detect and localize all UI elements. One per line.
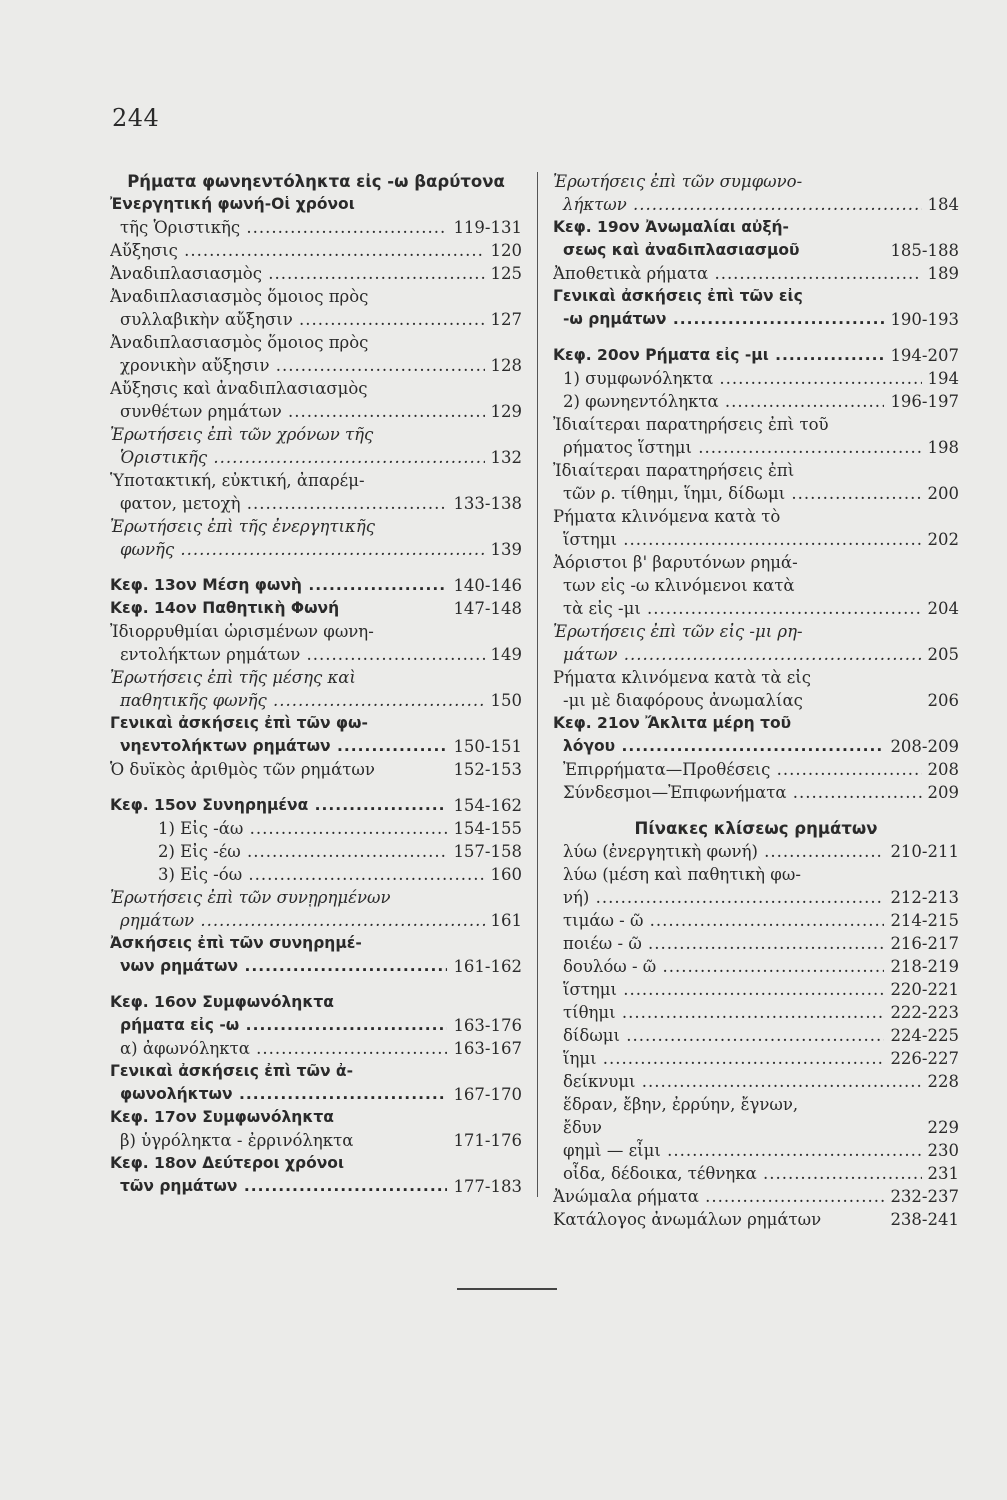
toc-entry — [553, 574, 959, 597]
toc-entry-title: Ἀναδιπλασιασμὸς ὅμοιος πρὸς — [110, 287, 369, 306]
toc-entry — [110, 643, 522, 666]
toc-entry — [110, 423, 522, 446]
toc-heading: Ρήματα φωνηεντόληκτα εἰς -ω βαρύτονα — [127, 172, 505, 191]
toc-entry-title: Ὁριστικῆς ..... — [120, 448, 485, 467]
toc-entry-title: Κεφ. 13ον Μέση φωνὴ ..... — [110, 576, 447, 594]
toc-entry-page: 194 — [927, 369, 959, 388]
spacer — [110, 781, 522, 794]
toc-entry-title: φωνολήκτων ..... — [120, 1085, 447, 1103]
toc-entry-title: Ὁ δυϊκὸς ἀριθμὸς τῶν ρημάτων — [110, 760, 375, 779]
toc-entry-page: 163-176 — [453, 1016, 522, 1035]
toc-left-column — [110, 170, 522, 1198]
toc-entry-title: 2) Εἰς -έω ..... — [158, 842, 447, 861]
toc-entry — [553, 597, 959, 620]
toc-entry-title: τίθημι ..... — [563, 1003, 884, 1022]
toc-entry — [553, 390, 959, 413]
toc-entry — [110, 1037, 522, 1060]
toc-entry-title: Ἀναδιπλασιασμὸς ὅμοιος πρὸς — [110, 333, 369, 352]
toc-entry-page: 214-215 — [890, 911, 959, 930]
toc-entry-page: 238-241 — [890, 1210, 959, 1229]
toc-entry-title: ρημάτων ..... — [120, 911, 485, 930]
toc-entry-title: Ὑποτακτική, εὐκτική, ἀπαρέμ- — [110, 471, 365, 490]
toc-entry — [553, 285, 959, 308]
toc-entry-title: 1) συμφωνόληκτα ..... — [563, 369, 922, 388]
toc-entry — [553, 308, 959, 331]
toc-entry — [553, 886, 959, 909]
toc-entry — [110, 193, 522, 216]
toc-entry-title: Ἐρωτήσεις ἐπὶ τῆς μέσης καὶ — [110, 668, 356, 687]
toc-entry-title: σεως καὶ ἀναδιπλασιασμοῦ — [563, 241, 800, 259]
toc-entry — [110, 840, 522, 863]
toc-entry — [110, 377, 522, 400]
toc-entry — [553, 712, 959, 735]
toc-entry — [553, 459, 959, 482]
toc-entry-title: Κεφ. 18ον Δεύτεροι χρόνοι — [110, 1154, 344, 1172]
toc-entry-page: 224-225 — [890, 1026, 959, 1045]
toc-entry-page: 205 — [927, 645, 959, 664]
toc-entry-title: Ρήματα κλινόμενα κατὰ τὰ εἰς — [553, 668, 812, 687]
toc-entry-title: ἵστημι ..... — [563, 530, 922, 549]
toc-entry-title: Κεφ. 21ον Ἄκλιτα μέρη τοῦ — [553, 714, 792, 732]
toc-entry-title: Ἰδιορρυθμίαι ὡρισμένων φωνη- — [110, 622, 374, 641]
toc-entry-title: τῶν ρημάτων ..... — [120, 1177, 447, 1195]
toc-entry — [553, 863, 959, 886]
toc-entry — [110, 400, 522, 423]
toc-entry — [110, 1152, 522, 1175]
toc-entry-title: συλλαβικὴν αὔξησιν ..... — [120, 310, 485, 329]
toc-entry-page: 194-207 — [890, 346, 959, 365]
toc-entry-title: Γενικαὶ ἀσκήσεις ἐπὶ τῶν ἀ- — [110, 1062, 354, 1080]
toc-entry — [553, 1162, 959, 1185]
toc-entry-title: των εἰς -ω κλινόμενοι κατὰ — [563, 576, 795, 595]
toc-entry-title: Κεφ. 16ον Συμφωνόληκτα — [110, 993, 334, 1011]
toc-entry-page: 120 — [490, 241, 522, 260]
toc-entry-title: φατον, μετοχὴ ..... — [120, 494, 447, 513]
toc-entry — [110, 886, 522, 909]
toc-entry — [110, 758, 522, 781]
toc-entry-page: 208 — [927, 760, 959, 779]
toc-entry — [110, 1175, 522, 1198]
toc-entry-title: Γενικαὶ ἀσκήσεις ἐπὶ τῶν εἰς — [553, 287, 803, 305]
toc-entry — [553, 781, 959, 804]
toc-entry-title: Ἐρωτήσεις ἐπὶ τῶν χρόνων τῆς — [110, 425, 374, 444]
toc-heading: Πίνακες κλίσεως ρημάτων — [634, 819, 878, 838]
toc-entry — [553, 239, 959, 262]
toc-entry — [553, 1001, 959, 1024]
toc-entry — [110, 597, 522, 620]
spacer — [553, 331, 959, 344]
toc-entry — [553, 758, 959, 781]
toc-entry-title: Αὔξησις ..... — [110, 241, 485, 260]
toc-entry — [553, 1139, 959, 1162]
toc-entry — [553, 666, 959, 689]
toc-entry — [110, 1014, 522, 1037]
toc-entry-title: Ἐπιρρήματα—Προθέσεις ..... — [563, 760, 922, 779]
toc-entry-title: νή) ..... — [563, 888, 884, 907]
toc-entry-title: Ἀνώμαλα ρήματα ..... — [553, 1187, 884, 1206]
toc-entry — [553, 1116, 959, 1139]
toc-entry-title: νηεντολήκτων ρημάτων ..... — [120, 737, 447, 755]
toc-entry — [110, 354, 522, 377]
toc-entry-page: 154-155 — [453, 819, 522, 838]
toc-entry — [553, 1208, 959, 1231]
toc-entry-page: 177-183 — [453, 1177, 522, 1196]
toc-entry-page: 161 — [490, 911, 522, 930]
toc-entry — [110, 1060, 522, 1083]
toc-entry-page: 202 — [927, 530, 959, 549]
toc-entry — [110, 955, 522, 978]
toc-entry — [110, 216, 522, 239]
toc-entry-page: 119-131 — [453, 218, 522, 237]
toc-entry-title: 3) Εἰς -όω ..... — [158, 865, 485, 884]
toc-entry — [553, 1070, 959, 1093]
toc-entry — [110, 991, 522, 1014]
toc-entry-title: Κεφ. 15ον Συνηρημένα ..... — [110, 796, 447, 814]
toc-entry — [110, 794, 522, 817]
toc-entry-title: νων ρημάτων ..... — [120, 957, 447, 975]
toc-entry-page: 149 — [490, 645, 522, 664]
toc-entry-title: Ἀναδιπλασιασμὸς ..... — [110, 264, 485, 283]
toc-entry — [110, 1129, 522, 1152]
toc-entry-title: δουλόω - ῶ ..... — [563, 957, 884, 976]
toc-entry — [553, 817, 959, 840]
toc-entry — [110, 262, 522, 285]
toc-entry-page: 204 — [927, 599, 959, 618]
page-number: 244 — [112, 104, 160, 132]
toc-entry — [553, 170, 959, 193]
toc-entry-page: 206 — [927, 691, 959, 710]
toc-entry — [553, 344, 959, 367]
toc-entry-page: 160 — [490, 865, 522, 884]
toc-entry-page: 152-153 — [453, 760, 522, 779]
toc-entry-title: Ἀποθετικὰ ρήματα ..... — [553, 264, 922, 283]
toc-entry — [553, 1024, 959, 1047]
toc-entry — [553, 1047, 959, 1070]
toc-entry — [553, 528, 959, 551]
toc-entry-title: οἶδα, δέδοικα, τέθνηκα ..... — [563, 1164, 922, 1183]
toc-entry-page: 133-138 — [453, 494, 522, 513]
toc-entry-title: -ω ρημάτων ..... — [563, 310, 884, 328]
toc-entry-title: Γενικαὶ ἀσκήσεις ἐπὶ τῶν φω- — [110, 714, 368, 732]
toc-entry-page: 232-237 — [890, 1187, 959, 1206]
toc-entry-title: δείκνυμι ..... — [563, 1072, 922, 1091]
toc-entry — [553, 193, 959, 216]
toc-entry-title: φημὶ — εἶμι ..... — [563, 1141, 922, 1160]
toc-entry-page: 127 — [490, 310, 522, 329]
toc-entry-title: ἵημι ..... — [563, 1049, 884, 1068]
toc-entry — [553, 216, 959, 239]
toc-entry-title: Ἐνεργητική φωνή-Οἱ χρόνοι — [110, 195, 355, 213]
toc-entry — [110, 285, 522, 308]
toc-entry-title: ἔδυν — [563, 1118, 602, 1137]
toc-entry — [110, 308, 522, 331]
toc-entry-page: 150 — [490, 691, 522, 710]
toc-entry-page: 209 — [927, 783, 959, 802]
toc-entry-title: χρονικὴν αὔξησιν ..... — [120, 356, 485, 375]
toc-entry-page: 226-227 — [890, 1049, 959, 1068]
toc-entry-title: ρήματα εἰς -ω ..... — [120, 1016, 447, 1034]
toc-entry-page: 229 — [927, 1118, 959, 1137]
toc-entry-title: φωνῆς ..... — [120, 540, 485, 559]
toc-entry-page: 157-158 — [453, 842, 522, 861]
toc-entry-page: 185-188 — [890, 241, 959, 260]
toc-entry — [110, 620, 522, 643]
toc-right-column — [553, 170, 959, 1231]
toc-entry-title: Ἐρωτήσεις ἐπὶ τῶν εἰς -μι ρη- — [553, 622, 803, 641]
toc-entry — [553, 840, 959, 863]
toc-entry-title: μάτων ..... — [563, 645, 922, 664]
toc-entry — [110, 863, 522, 886]
toc-entry-title: Κεφ. 19ον Ἀνωμαλίαι αὐξή- — [553, 218, 789, 236]
toc-entry-title: τῶν ρ. τίθημι, ἵημι, δίδωμι ..... — [563, 484, 922, 503]
toc-entry — [110, 735, 522, 758]
toc-entry — [553, 436, 959, 459]
toc-entry-title: 1) Εἰς -άω ..... — [158, 819, 447, 838]
toc-entry — [553, 1093, 959, 1116]
toc-entry-title: Κεφ. 17ον Συμφωνόληκτα — [110, 1108, 334, 1126]
toc-entry-page: 220-221 — [890, 980, 959, 999]
spacer — [110, 978, 522, 991]
toc-entry-page: 139 — [490, 540, 522, 559]
toc-entry-page: 132 — [490, 448, 522, 467]
toc-entry-page: 231 — [927, 1164, 959, 1183]
toc-entry-title: Ἀόριστοι β' βαρυτόνων ρημά- — [553, 553, 798, 572]
toc-entry-title: ἕδραν, ἔβην, ἐρρύην, ἔγνων, — [563, 1095, 799, 1114]
toc-entry-page: 198 — [927, 438, 959, 457]
toc-entry-page: 125 — [490, 264, 522, 283]
toc-entry — [553, 1185, 959, 1208]
toc-entry-title: Ρήματα κλινόμενα κατὰ τὸ — [553, 507, 781, 526]
toc-entry-page: 196-197 — [890, 392, 959, 411]
toc-entry — [553, 551, 959, 574]
toc-entry-title: λύω (μέση καὶ παθητικὴ φω- — [563, 865, 801, 884]
spacer — [110, 561, 522, 574]
toc-entry-page: 218-219 — [890, 957, 959, 976]
toc-entry-title: εντολήκτων ρημάτων ..... — [120, 645, 485, 664]
toc-entry-title: Αὔξησις καὶ ἀναδιπλασιασμὸς — [110, 379, 368, 398]
toc-entry — [110, 1106, 522, 1129]
toc-entry-title: Κατάλογος ἀνωμάλων ρημάτων — [553, 1210, 822, 1229]
toc-entry — [110, 689, 522, 712]
toc-entry-title: δίδωμι ..... — [563, 1026, 884, 1045]
toc-entry — [110, 331, 522, 354]
toc-entry-page: 212-213 — [890, 888, 959, 907]
toc-entry-title: Κεφ. 14ον Παθητικὴ Φωνή — [110, 599, 340, 617]
toc-entry-page: 190-193 — [890, 310, 959, 329]
toc-entry-title: ἵστημι ..... — [563, 980, 884, 999]
toc-entry-page: 147-148 — [453, 599, 522, 618]
toc-entry-page: 128 — [490, 356, 522, 375]
toc-entry — [553, 262, 959, 285]
toc-entry-title: Ἰδιαίτεραι παρατηρήσεις ἐπὶ — [553, 461, 795, 480]
toc-entry — [553, 932, 959, 955]
toc-entry — [553, 909, 959, 932]
toc-entry-title: α) ἀφωνόληκτα ..... — [120, 1039, 447, 1058]
toc-entry-page: 163-167 — [453, 1039, 522, 1058]
toc-entry-title: β) ὑγρόληκτα - ἐρρινόληκτα — [120, 1131, 354, 1150]
toc-entry — [110, 492, 522, 515]
toc-entry-page: 200 — [927, 484, 959, 503]
toc-entry-page: 167-170 — [453, 1085, 522, 1104]
toc-entry — [553, 367, 959, 390]
toc-entry — [553, 955, 959, 978]
toc-entry — [553, 735, 959, 758]
toc-entry-page: 184 — [927, 195, 959, 214]
toc-entry — [553, 643, 959, 666]
toc-entry-title: λήκτων ..... — [563, 195, 922, 214]
toc-entry — [553, 689, 959, 712]
toc-entry-title: συνθέτων ρημάτων ..... — [120, 402, 485, 421]
toc-entry — [110, 817, 522, 840]
toc-entry — [110, 909, 522, 932]
toc-entry-title: τιμάω - ῶ ..... — [563, 911, 884, 930]
toc-entry — [553, 978, 959, 1001]
toc-entry-title: Ἐρωτήσεις ἐπὶ τῆς ἐνεργητικῆς — [110, 517, 375, 536]
toc-entry — [110, 574, 522, 597]
toc-entry-page: 208-209 — [890, 737, 959, 756]
toc-entry-page: 230 — [927, 1141, 959, 1160]
toc-entry — [110, 932, 522, 955]
toc-entry — [110, 239, 522, 262]
spacer — [553, 804, 959, 817]
toc-entry — [110, 666, 522, 689]
toc-entry — [110, 1083, 522, 1106]
toc-entry — [553, 620, 959, 643]
toc-entry-title: λύω (ἐνεργητικὴ φωνή) ..... — [563, 842, 884, 861]
toc-entry-page: 154-162 — [453, 796, 522, 815]
toc-entry — [110, 712, 522, 735]
toc-entry-title: ρήματος ἵστημι ..... — [563, 438, 922, 457]
toc-entry-title: -μι μὲ διαφόρους ἀνωμαλίας — [563, 691, 803, 710]
toc-entry — [110, 446, 522, 469]
toc-entry-page: 210-211 — [890, 842, 959, 861]
toc-entry-page: 150-151 — [453, 737, 522, 756]
end-rule — [457, 1288, 557, 1290]
toc-entry — [110, 170, 522, 193]
toc-entry-title: 2) φωνηεντόληκτα ..... — [563, 392, 884, 411]
toc-entry — [553, 413, 959, 436]
toc-entry-title: τῆς Ὁριστικῆς ..... — [120, 218, 447, 237]
toc-entry-title: λόγου ..... — [563, 737, 884, 755]
toc-entry-title: παθητικῆς φωνῆς ..... — [120, 691, 485, 710]
toc-entry-page: 189 — [927, 264, 959, 283]
toc-entry — [110, 515, 522, 538]
toc-entry-page: 222-223 — [890, 1003, 959, 1022]
toc-entry-title: τὰ εἰς -μι ..... — [563, 599, 922, 618]
toc-entry — [110, 469, 522, 492]
toc-entry-title: Ἰδιαίτεραι παρατηρήσεις ἐπὶ τοῦ — [553, 415, 829, 434]
column-divider — [537, 172, 538, 1197]
toc-entry-page: 161-162 — [453, 957, 522, 976]
toc-entry-title: Ἐρωτήσεις ἐπὶ τῶν συμφωνο- — [553, 172, 803, 191]
toc-entry — [110, 538, 522, 561]
toc-entry-page: 140-146 — [453, 576, 522, 595]
toc-entry — [553, 505, 959, 528]
toc-entry-page: 171-176 — [453, 1131, 522, 1150]
toc-entry-page: 216-217 — [890, 934, 959, 953]
toc-entry-title: Ἐρωτήσεις ἐπὶ τῶν συνῃρημένων — [110, 888, 391, 907]
toc-entry-title: Ἀσκήσεις ἐπὶ τῶν συνηρημέ- — [110, 934, 362, 952]
toc-entry-title: Σύνδεσμοι—Ἐπιφωνήματα ..... — [563, 783, 922, 802]
toc-entry-page: 228 — [927, 1072, 959, 1091]
toc-entry-page: 129 — [490, 402, 522, 421]
toc-entry-title: Κεφ. 20ον Ρήματα εἰς -μι ..... — [553, 346, 884, 364]
toc-entry — [553, 482, 959, 505]
toc-entry-title: ποιέω - ῶ ..... — [563, 934, 884, 953]
